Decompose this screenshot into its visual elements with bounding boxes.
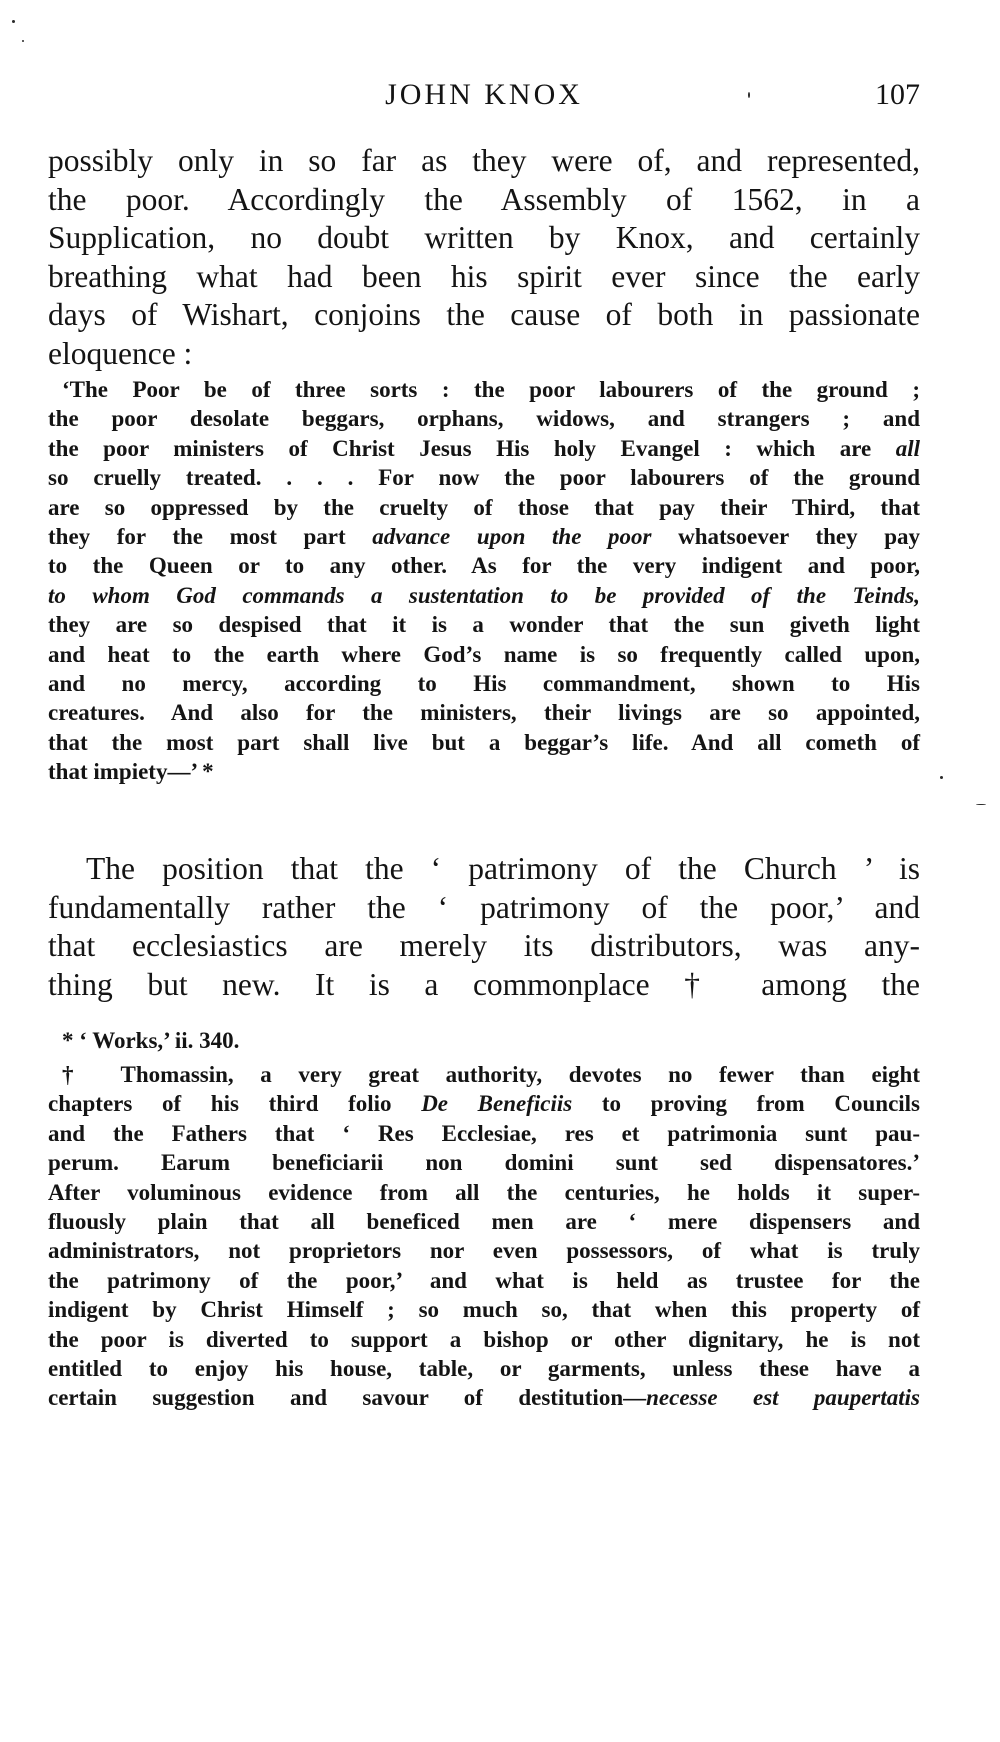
block-quotation <box>48 375 920 787</box>
quote-text: they for the most part <box>48 524 373 550</box>
footnote-line: † Thomassin, a very great authority, devotes no fewer than eight <box>62 1062 920 1087</box>
quote-line: that the most part shall live but a beggar’s life. And all cometh of <box>48 729 920 755</box>
paragraph-line: breathing what had been his spirit ever since the early <box>48 258 920 294</box>
footnote-line: fluously plain that all beneficed men are ‘ mere dispensers and <box>48 1209 920 1235</box>
scan-speck <box>22 40 24 42</box>
scan-speck <box>940 776 943 779</box>
quote-line <box>48 522 920 551</box>
quote-line: and heat to the earth where God’s name is so frequently called upon, <box>48 641 920 667</box>
quote-line <box>48 581 920 610</box>
quote-line: and no mercy, according to His commandment, shown to His <box>48 671 920 697</box>
paragraph-2 <box>48 850 920 1004</box>
paragraph-line: the poor. Accordingly the Assembly of 1562, in a <box>48 181 920 217</box>
quote-italic: all <box>895 435 920 461</box>
quote-line: ‘The Poor be of three sorts : the poor labourers of the ground ; <box>62 377 920 402</box>
footnote-line: entitled to enjoy his house, table, or garments, unless these have a <box>48 1356 920 1382</box>
quote-text: whatsoever they pay <box>651 524 921 550</box>
footnote-line <box>48 1383 920 1412</box>
paragraph-line: thing but new. It is a commonplace † among the <box>48 966 920 1002</box>
scan-speck <box>748 92 750 98</box>
quote-line: they are so despised that it is a wonder that the sun giveth light <box>48 612 920 638</box>
footnote-text: to proving from Councils <box>572 1091 921 1117</box>
footnote-text: chapters of his third folio <box>48 1091 422 1117</box>
page-number: 107 <box>875 78 920 111</box>
footnote-line: After voluminous evidence from all the centuries, he holds it super- <box>48 1179 920 1205</box>
quote-italic: to whom God commands a sustentation to be provided of the Teinds, <box>48 582 920 608</box>
footnote-italic: De Beneficiis <box>421 1091 573 1117</box>
quote-text: the poor ministers of Christ Jesus His holy Evangel : which are <box>48 435 896 461</box>
quote-italic: advance upon the poor <box>372 524 652 550</box>
footnote-italic: necesse est paupertatis <box>646 1385 920 1411</box>
paragraph-line: Supplication, no doubt written by Knox, and certainly <box>48 220 920 255</box>
footnote-text: certain suggestion and savour of destitution— <box>48 1385 647 1411</box>
footnote-dagger <box>48 1060 920 1413</box>
footnote-line: administrators, not proprietors nor even possessors, of what is truly <box>48 1238 920 1264</box>
footnote-line: the patrimony of the poor,’ and what is held as trustee for the <box>48 1267 920 1293</box>
quote-line <box>48 434 920 463</box>
paragraph-1 <box>48 142 920 373</box>
footnote-line: perum. Earum beneficiarii non domini sunt sed dispensatores.’ <box>48 1150 920 1176</box>
footnote-line: the poor is diverted to support a bishop or other dignitary, he is not <box>48 1326 920 1352</box>
footnote-star <box>48 1026 920 1055</box>
quote-line: to the Queen or to any other. As for the very indigent and poor, <box>48 553 920 579</box>
paragraph-line: eloquence : <box>48 335 193 371</box>
scan-speck <box>976 804 986 805</box>
paragraph-line: that ecclesiastics are merely its distributors, was any- <box>48 928 920 963</box>
paragraph-line: days of Wishart, conjoins the cause of both in passionate <box>48 297 920 332</box>
paragraph-line: The position that the ‘ patrimony of the Church ’ is <box>86 851 920 886</box>
quote-line: that impiety—’ * <box>48 759 214 785</box>
quote-line: creatures. And also for the ministers, their livings are so appointed, <box>48 700 920 726</box>
scan-speck <box>12 20 15 23</box>
quote-line: the poor desolate beggars, orphans, widows, and strangers ; and <box>48 406 920 432</box>
footnote-line: * ‘ Works,’ ii. 340. <box>62 1028 240 1053</box>
footnote-line: indigent by Christ Himself ; so much so, that when this property of <box>48 1297 920 1323</box>
footnote-line <box>48 1089 920 1118</box>
paragraph-line: possibly only in so far as they were of, and represented, <box>48 143 920 178</box>
quote-line: are so oppressed by the cruelty of those that pay their Third, that <box>48 494 920 520</box>
running-title: JOHN KNOX <box>385 78 583 111</box>
quote-line: so cruelly treated. . . . For now the poor labourers of the ground <box>48 465 920 491</box>
running-head <box>48 78 920 118</box>
footnote-line: and the Fathers that ‘ Res Ecclesiae, res et patrimonia sunt pau- <box>48 1120 920 1146</box>
paragraph-line: fundamentally rather the ‘ patrimony of the poor,’ and <box>48 889 920 925</box>
